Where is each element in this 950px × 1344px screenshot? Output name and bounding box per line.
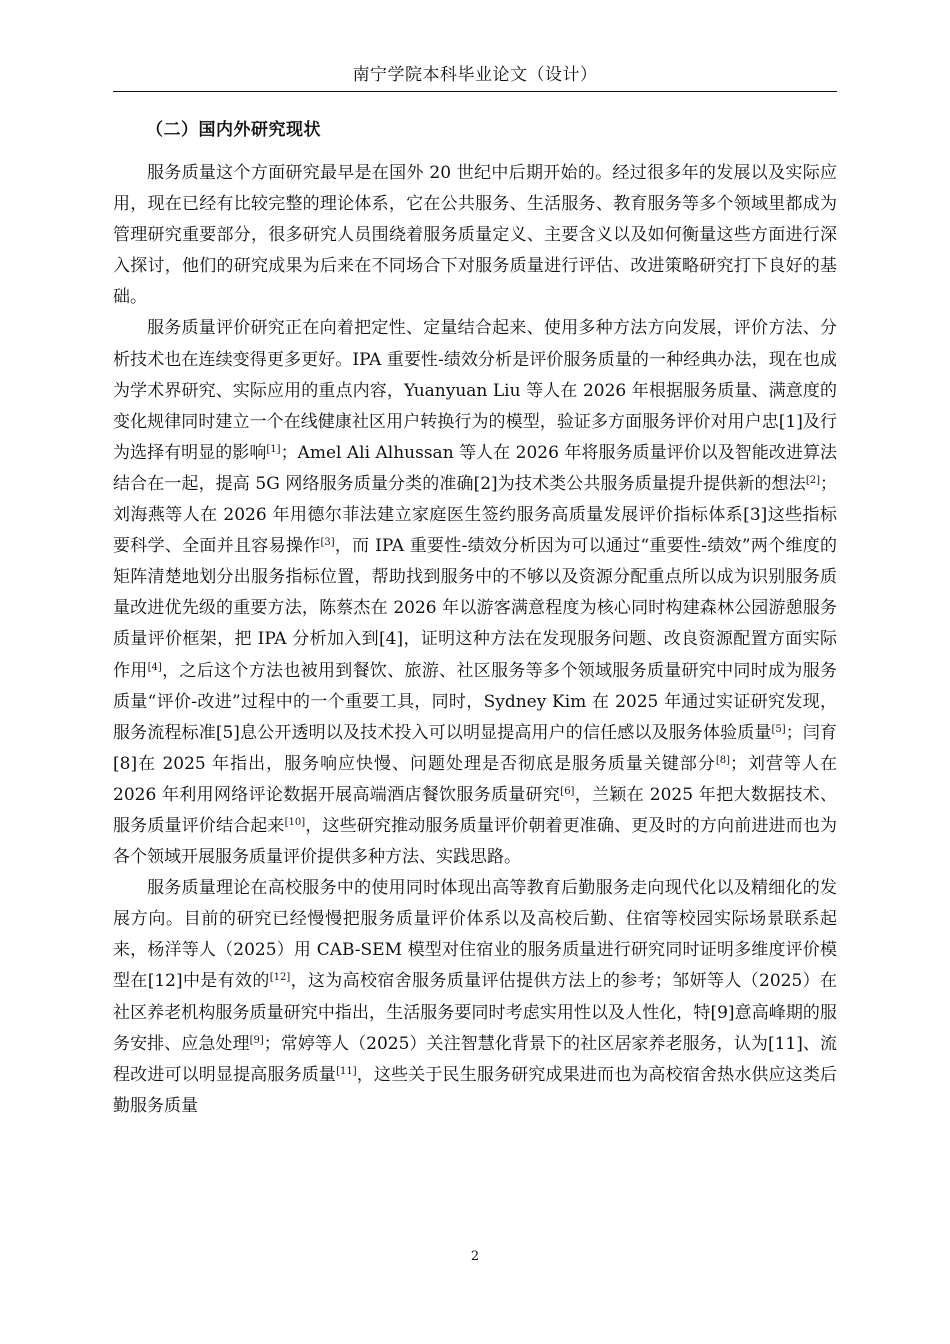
citation-9: [9] (249, 1034, 264, 1046)
paragraph-2 (113, 313, 837, 873)
text-segment: 服务质量评价研究正在向着把定性、定量结合起来、使用多种方法方向发展，评价方法、分析技术也在连续变得更多更好。IPA 重要性-绩效分析是评价服务质量的一种经典办法，现在也成为学术界研究、实际应用的重点内容，Yuanyuan Liu 等人在 2026 年根据服务质量、满意度的变化规律同时建立一个在线健康社区用户转换行为的模型，验证多方面服务评价对用户忠[1]及行为选择有明显的影响 (113, 318, 837, 463)
text-segment: ，这些关于民生服务研究成果进而也为高校宿舍热水供应这类后勤服务质量 (113, 1064, 838, 1116)
citation-3: [3] (320, 537, 335, 549)
citation-10: [10] (284, 816, 306, 828)
section-heading: （二）国内外研究现状 (146, 120, 321, 140)
text-segment: ；刘海燕等人在 2026 年用德尔菲法建立家庭医生签约服务高质量发展评价指标体系[3]这些指标要科学、全面并且容易操作 (113, 473, 837, 557)
text-segment: ，兰颖在 2025 年把大数据技术、服务质量评价结合起来 (113, 784, 837, 836)
citation-6: [6] (560, 785, 575, 797)
body-text (113, 158, 837, 1122)
page-number: 2 (470, 1249, 480, 1264)
text-segment: ；Amel Ali Alhussan 等人在 2026 年将服务质量评价以及智能改进算法结合在一起，提高 5G 网络服务质量分类的准确[2]为技术类公共服务质量提升提供新的想法 (113, 442, 837, 494)
text-segment: ，这些研究推动服务质量评价朝着更准确、更及时的方向前进进而也为各个领域开展服务质量评价提供多种方法、实践思路。 (113, 815, 837, 868)
citation-8: [8] (715, 754, 731, 766)
text-segment: ，而 IPA 重要性-绩效分析因为可以通过“重要性-绩效”两个维度的矩阵清楚地划分出服务指标位置，帮助找到服务中的不够以及资源分配重点所以成为识别服务质量改进优先级的重要方法，陈蔡杰在 2026 年以游客满意程度为核心同时构建森林公园游憩服务质量评价框架，把 IPA 分析加入到[4]，证明这种方法在发现服务问题、改良资源配置方面实际作用 (113, 536, 838, 681)
citation-12: [12] (269, 972, 291, 984)
text-segment: ；闫育[8]在 2025 年指出，服务响应快慢、问题处理是否彻底是服务质量关键部分 (113, 722, 837, 774)
paragraph-1: 服务质量这个方面研究最早是在国外 20 世纪中后期开始的。经过很多年的发展以及实际应用，现在已经有比较完整的理论体系，它在公共服务、生活服务、教育服务等多个领域里都成为管理研究重要部分，很多研究人员围绕着服务质量定义、主要含义以及如何衡量这些方面进行深入探讨，他们的研究成果为后来在不同场合下对服务质量进行评估、改进策略研究打下良好的基础。 (113, 163, 837, 308)
text-segment: ，之后这个方法也被用到餐饮、旅游、社区服务等多个领域服务质量研究中同时成为服务质量“评价-改进”过程中的一个重要工具，同时，Sydney Kim 在 2025 年通过实证研究发现，服务流程标准[5]息公开透明以及技术投入可以明显提高用户的信任感以及服务体验质量 (113, 660, 838, 743)
header-rule (113, 91, 837, 92)
citation-2: [2] (805, 474, 820, 486)
text-segment: ；刘营等人在 2026 年利用网络评论数据开展高端酒店餐饮服务质量研究 (113, 753, 838, 805)
citation-4: [4] (147, 661, 162, 673)
citation-11: [11] (336, 1065, 357, 1077)
paragraph-3 (113, 873, 837, 1122)
text-segment: 服务质量理论在高校服务中的使用同时体现出高等教育后勤服务走向现代化以及精细化的发展方向。目前的研究已经慢慢把服务质量评价体系以及高校后勤、住宿等校园实际场景联系起来，杨洋等人（2025）用 CAB-SEM 模型对住宿业的服务质量进行研究同时证明多维度评价模型在[12]中是有效的 (113, 878, 837, 992)
citation-1: [1] (266, 443, 281, 455)
citation-5: [5] (771, 723, 786, 735)
text-segment: ，这为高校宿舍服务质量评估提供方法上的参考；邹妍等人（2025）在社区养老机构服务质量研究中指出，生活服务要同时考虑实用性以及人性化，特[9]意高峰期的服务安排、应急处理 (113, 971, 837, 1054)
page-header: 南宁学院本科毕业论文（设计） (352, 65, 598, 85)
text-segment: ；常婷等人（2025）关注智慧化背景下的社区居家养老服务，认为[11]、流程改进可以明显提高服务质量 (113, 1033, 837, 1085)
